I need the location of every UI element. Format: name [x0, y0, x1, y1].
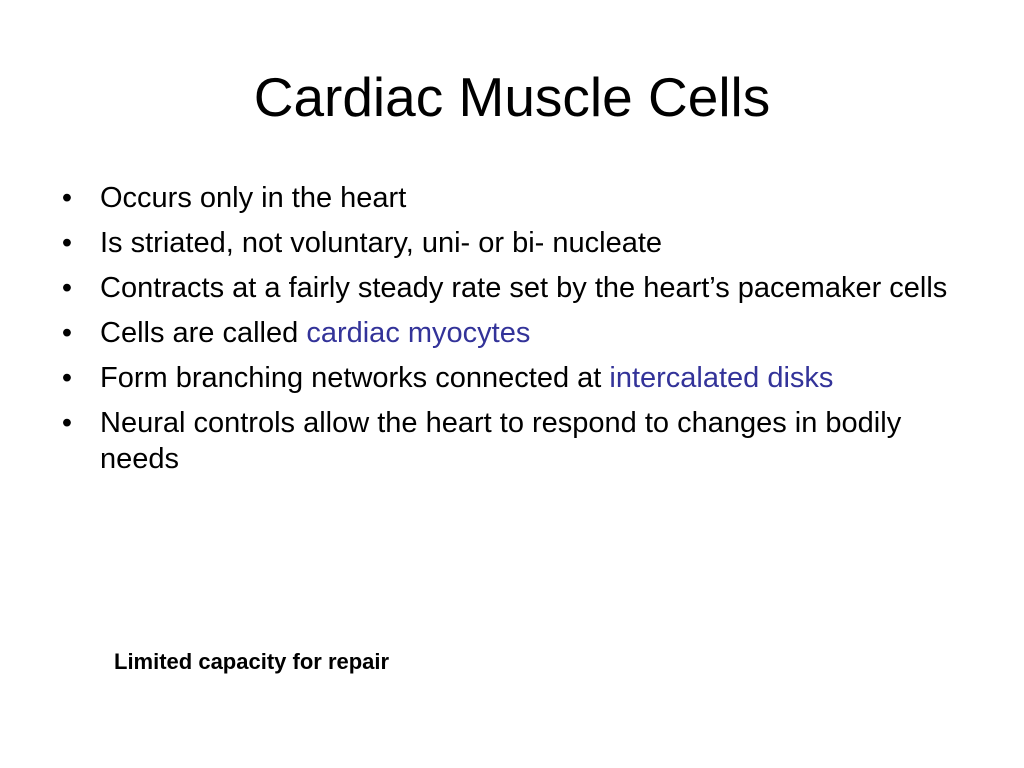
bullet-text: Contracts at a fairly steady rate set by the heart’s pacemaker cells: [100, 272, 948, 304]
bullet-item-heart-only: [57, 180, 977, 216]
bullet-list: [57, 180, 977, 486]
bullet-text: Form branching networks connected at: [100, 362, 610, 394]
bullet-item-branching: [57, 360, 977, 396]
bullet-icon: •: [61, 272, 73, 304]
slide-title: Cardiac Muscle Cells: [253, 66, 771, 128]
bullet-icon: •: [61, 227, 73, 259]
bullet-highlight-cardiac-myocytes: cardiac myocytes: [306, 317, 531, 349]
bullet-text: Cells are called: [100, 317, 307, 349]
repair-note: Limited capacity for repair: [114, 649, 390, 674]
bullet-icon: •: [61, 182, 73, 214]
bullet-icon: •: [61, 407, 73, 439]
bullet-item-striated: [57, 225, 977, 261]
bullet-item-neural-controls: [57, 405, 977, 477]
bullet-text: Is striated, not voluntary, uni- or bi- nucleate: [100, 227, 663, 259]
bullet-icon: •: [61, 317, 73, 349]
bullet-text: Neural controls allow the heart to respond to changes in bodily needs: [100, 407, 902, 475]
bullet-item-myocytes: [57, 315, 977, 351]
bullet-icon: •: [61, 362, 73, 394]
bullet-text: Occurs only in the heart: [100, 182, 407, 214]
bullet-item-contracts: [57, 270, 977, 306]
bullet-highlight-intercalated-disks: intercalated disks: [609, 362, 834, 394]
